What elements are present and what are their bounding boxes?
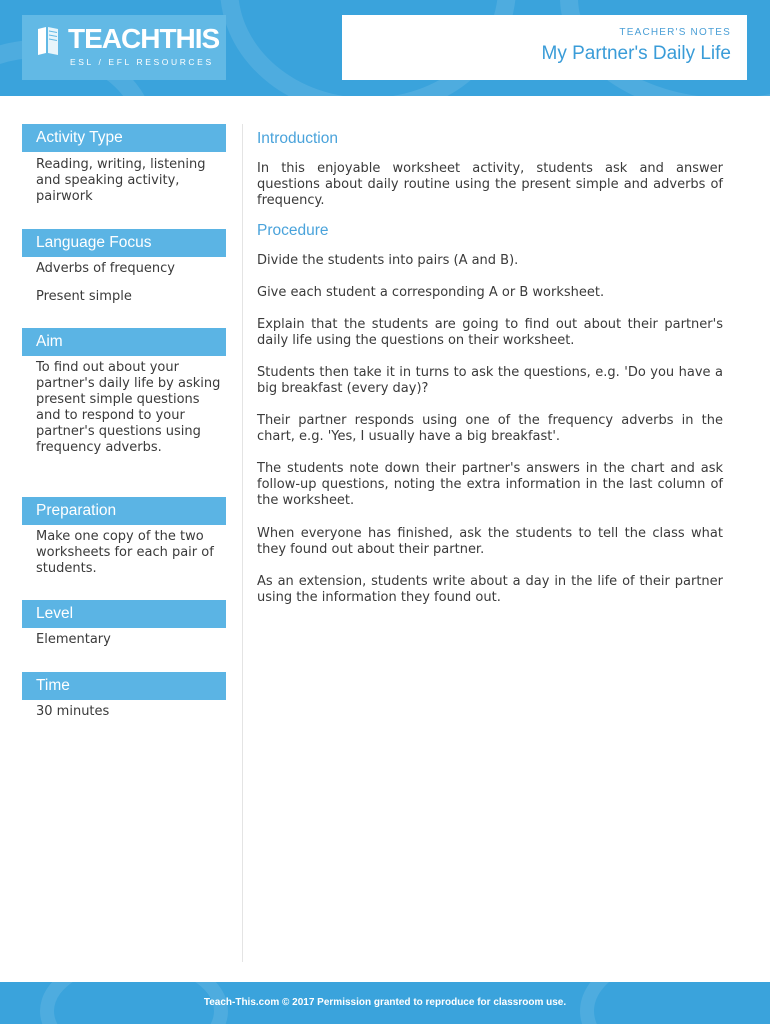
book-icon bbox=[36, 25, 60, 57]
page-title: My Partner's Daily Life bbox=[541, 43, 731, 64]
procedure-heading: Procedure bbox=[257, 222, 329, 239]
level-text: Elementary bbox=[36, 632, 111, 647]
introduction-heading: Introduction bbox=[257, 130, 338, 147]
procedure-step: Students then take it in turns to ask the questions, e.g. 'Do you have a big breakfast (every day)? bbox=[257, 365, 723, 396]
language-focus-item: Adverbs of frequency bbox=[36, 261, 175, 276]
aim-text: To find out about your partner's daily life by asking present simple questions and to respond to your partner's questions using frequency adverbs. bbox=[36, 360, 221, 455]
activity-type-text: Reading, writing, listening and speaking activity, pairwork bbox=[36, 157, 206, 204]
time-text: 30 minutes bbox=[36, 704, 110, 719]
notes-label: TEACHER'S NOTES bbox=[619, 27, 731, 38]
language-focus-item: Present simple bbox=[36, 289, 132, 304]
logo-subtitle: ESL / EFL RESOURCES bbox=[70, 57, 214, 67]
page-footer bbox=[0, 982, 770, 1024]
logo-text: TEACHTHIS bbox=[68, 23, 220, 54]
language-focus-heading: Language Focus bbox=[22, 229, 226, 257]
page-header bbox=[0, 0, 770, 96]
introduction-text: In this enjoyable worksheet activity, students ask and answer questions about daily routine using the present simple and adverbs of frequency. bbox=[257, 161, 723, 208]
footer-copyright: Teach-This.com © 2017 Permission granted to reproduce for classroom use. bbox=[203, 997, 567, 1008]
procedure-step: As an extension, students write about a day in the life of their partner using the information they found out. bbox=[257, 574, 723, 605]
procedure-step: When everyone has finished, ask the students to tell the class what they found out about their partner. bbox=[257, 526, 723, 557]
logo bbox=[22, 15, 226, 80]
level-heading: Level bbox=[22, 600, 226, 628]
time-heading: Time bbox=[22, 672, 226, 700]
title-box bbox=[342, 15, 747, 80]
preparation-text: Make one copy of the two worksheets for each pair of students. bbox=[36, 529, 214, 576]
preparation-heading: Preparation bbox=[22, 497, 226, 525]
column-divider bbox=[242, 124, 243, 962]
aim-heading: Aim bbox=[22, 328, 226, 356]
procedure-step: Their partner responds using one of the frequency adverbs in the chart, e.g. 'Yes, I usually have a big breakfast'. bbox=[257, 413, 723, 444]
procedure-step: The students note down their partner's answers in the chart and ask follow-up questions, noting the extra information in the last column of the worksheet. bbox=[257, 461, 723, 508]
activity-type-heading: Activity Type bbox=[22, 124, 226, 152]
procedure-step: Give each student a corresponding A or B worksheet. bbox=[257, 285, 605, 300]
procedure-step: Divide the students into pairs (A and B). bbox=[257, 253, 519, 268]
procedure-step: Explain that the students are going to find out about their partner's daily life using the questions on their worksheet. bbox=[257, 317, 723, 348]
